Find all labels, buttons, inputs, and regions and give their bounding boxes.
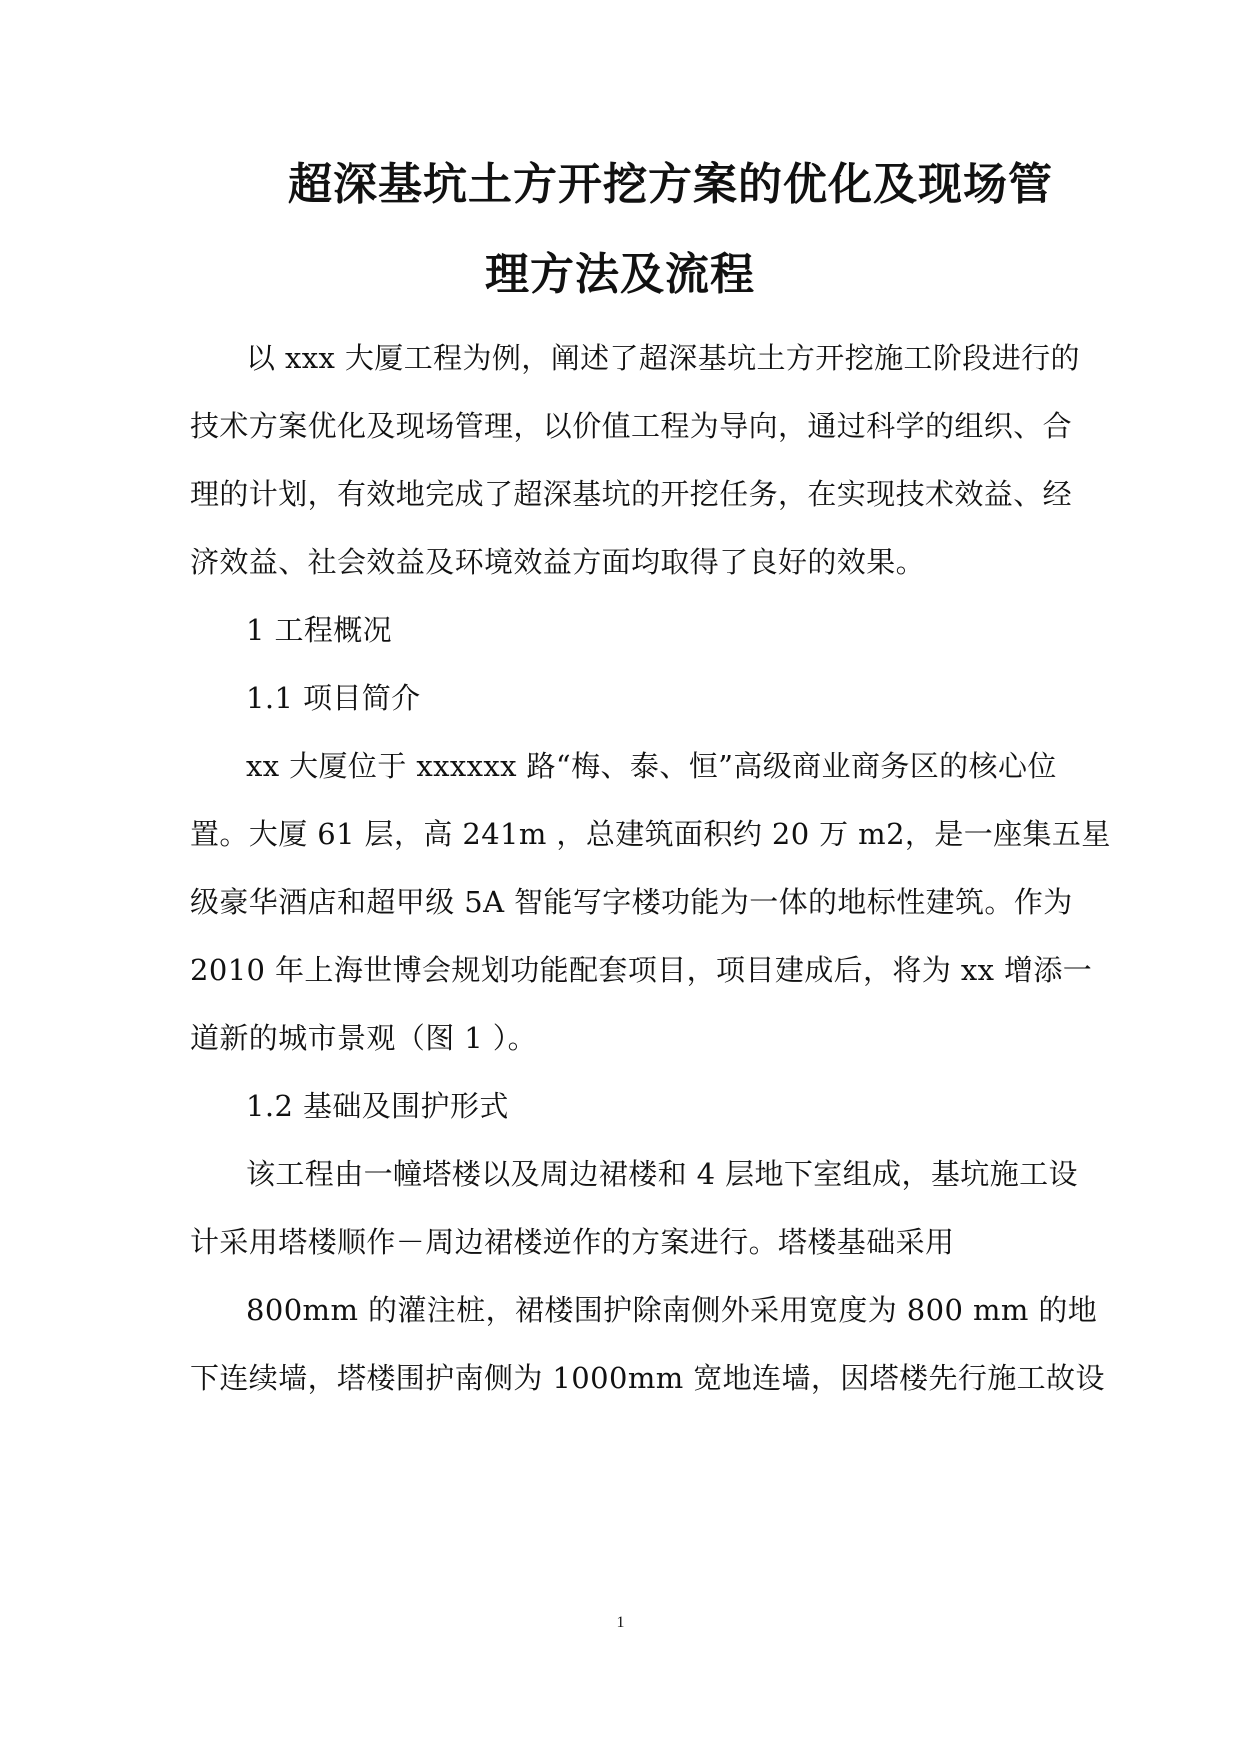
page-number: 1 (616, 1614, 625, 1631)
paragraph-line: 理的计划，有效地完成了超深基坑的开挖任务，在实现技术效益、经 (190, 477, 1073, 511)
paragraph-line: 2010 年上海世博会规划功能配套项目，项目建成后，将为 xx 增添一 (190, 953, 1093, 987)
paragraph-line: xx 大厦位于 xxxxxx 路“梅、泰、恒”高级商业商务区的核心位 (246, 749, 1057, 783)
paragraph-line: 置。大厦 61 层，高 241m ，总建筑面积约 20 万 m2，是一座集五星 (190, 817, 1111, 851)
section-heading: 1 工程概况 (246, 613, 393, 647)
paragraph-line: 技术方案优化及现场管理，以价值工程为导向，通过科学的组织、合 (190, 409, 1073, 443)
paragraph-line: 道新的城市景观（图 1 ）。 (190, 1021, 537, 1055)
paragraph-line: 以 xxx 大厦工程为例，阐述了超深基坑土方开挖施工阶段进行的 (246, 341, 1080, 375)
paragraph-line: 计采用塔楼顺作－周边裙楼逆作的方案进行。塔楼基础采用 (190, 1225, 955, 1259)
paragraph-line: 济效益、社会效益及环境效益方面均取得了良好的效果。 (190, 545, 926, 579)
paragraph-line: 下连续墙，塔楼围护南侧为 1000mm 宽地连墙，因塔楼先行施工故设 (190, 1361, 1105, 1395)
document-title-line-2: 理方法及流程 (485, 249, 755, 300)
document-title-line-1: 超深基坑土方开挖方案的优化及现场管 (288, 159, 1053, 210)
subsection-heading: 1.1 项目简介 (246, 681, 421, 715)
paragraph-line: 800mm 的灌注桩，裙楼围护除南侧外采用宽度为 800 mm 的地 (246, 1293, 1098, 1327)
paragraph-line: 该工程由一幢塔楼以及周边裙楼和 4 层地下室组成，基坑施工设 (246, 1157, 1078, 1191)
paragraph-line: 级豪华酒店和超甲级 5A 智能写字楼功能为一体的地标性建筑。作为 (190, 885, 1073, 919)
subsection-heading: 1.2 基础及围护形式 (246, 1089, 509, 1123)
